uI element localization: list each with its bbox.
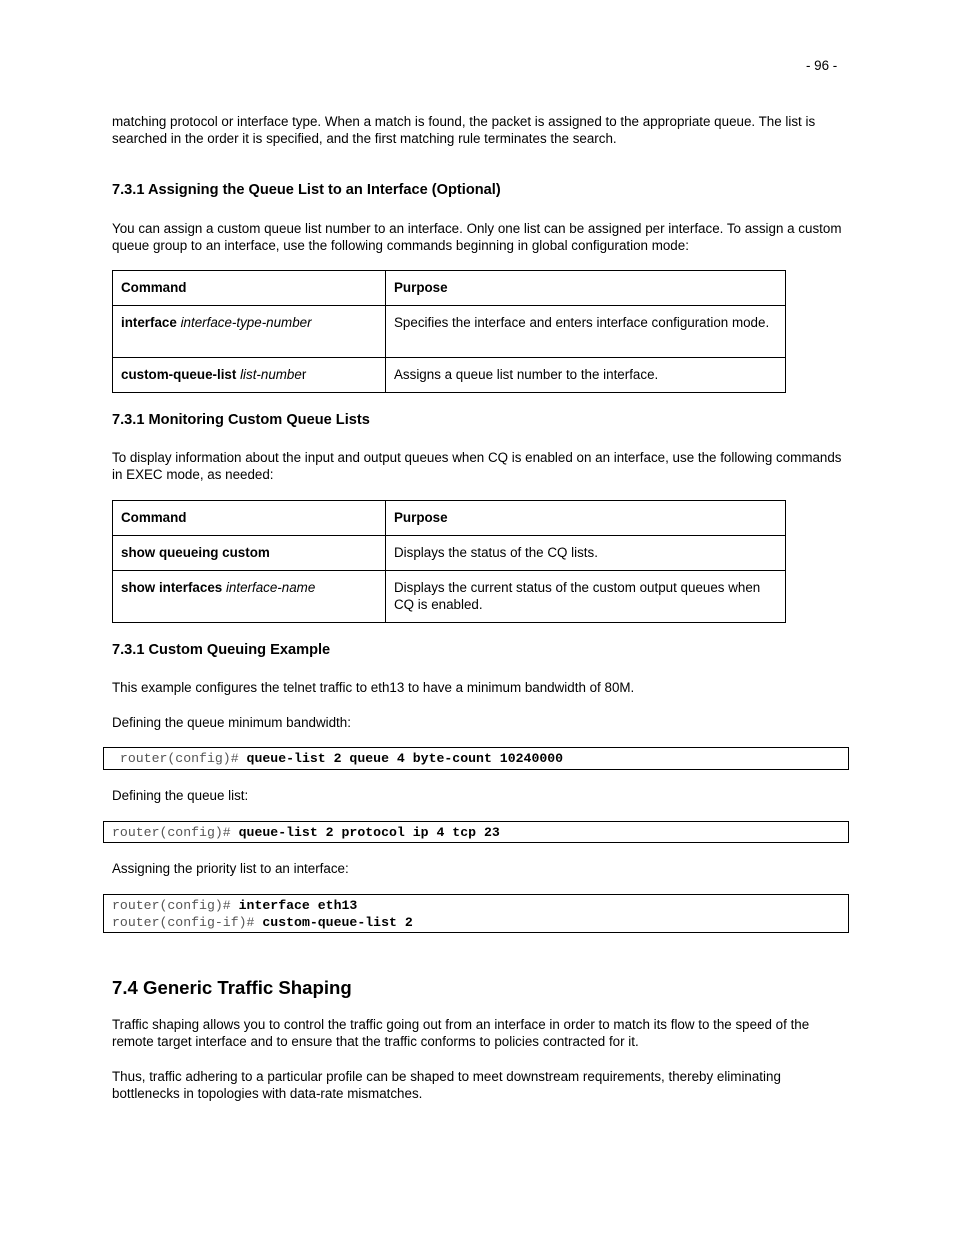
page-number: - 96 - <box>806 58 838 73</box>
code-block-min-bandwidth <box>103 747 849 770</box>
cli-command: queue-list 2 queue 4 byte-count 10240000 <box>246 751 564 766</box>
command-argument: interface-type-number <box>180 315 312 330</box>
cli-prompt: router(config)# <box>112 751 247 766</box>
command-argument: list-numbe <box>240 367 302 382</box>
purpose-cell: Displays the current status of the custom output queues when CQ is enabled. <box>386 571 786 623</box>
heading-generic-traffic-shaping: 7.4 Generic Traffic Shaping <box>112 977 352 998</box>
table-header-command: Command <box>113 271 386 306</box>
cli-prompt: router(config)# <box>112 825 239 840</box>
assign-command-table <box>112 270 786 393</box>
code-line <box>112 750 848 767</box>
purpose-cell: Assigns a queue list number to the interface. <box>386 358 786 393</box>
cli-command: interface eth13 <box>238 898 358 913</box>
code-line <box>112 897 848 914</box>
command-cell <box>113 306 386 358</box>
min-bandwidth-label: Defining the queue minimum bandwidth: <box>112 715 351 730</box>
code-line <box>112 914 848 931</box>
heading-custom-queuing-example: 7.3.1 Custom Queuing Example <box>112 642 331 658</box>
purpose-cell: Displays the status of the CQ lists. <box>386 536 786 571</box>
traffic-profile-paragraph: Thus, traffic adhering to a particular profile can be shaped to meet downstream requirements, thereby eliminating bottlenecks in topologies with data-rate mismatches. <box>112 1069 781 1101</box>
command-cell <box>113 571 386 623</box>
command-cell <box>113 358 386 393</box>
table-row <box>113 358 786 393</box>
command-keyword: show queueing custom <box>121 545 270 560</box>
purpose-cell: Specifies the interface and enters interface configuration mode. <box>386 306 786 358</box>
code-line <box>112 824 848 841</box>
queue-list-label: Defining the queue list: <box>112 788 249 803</box>
command-keyword: show interfaces <box>121 580 223 595</box>
code-block-queue-list <box>103 821 849 843</box>
code-block-interface <box>103 894 849 933</box>
table-header-purpose: Purpose <box>386 501 786 536</box>
command-cell <box>113 536 386 571</box>
traffic-shaping-paragraph: Traffic shaping allows you to control the traffic going out from an interface in order to match its flow to the speed of the remote target interface and to ensure that the traffic conforms to policies contracted for it. <box>112 1017 810 1049</box>
table-header-purpose: Purpose <box>386 271 786 306</box>
assign-paragraph: You can assign a custom queue list number to an interface. Only one list can be assigned per interface. To assign a custom queue group to an interface, use the following commands beginning in global configuration mode: <box>112 221 842 253</box>
monitoring-paragraph: To display information about the input and output queues when CQ is enabled on an interface, use the following commands in EXEC mode, as needed: <box>112 450 842 482</box>
command-keyword: interface <box>121 315 177 330</box>
cli-command: queue-list 2 protocol ip 4 tcp 23 <box>238 825 500 840</box>
table-header-command: Command <box>113 501 386 536</box>
table-row <box>113 571 786 623</box>
command-keyword: custom-queue-list <box>121 367 237 382</box>
command-argument-tail: r <box>301 367 307 382</box>
table-row <box>113 536 786 571</box>
heading-assign-queue-list: 7.3.1 Assigning the Queue List to an Interface (Optional) <box>112 182 501 198</box>
cli-command: custom-queue-list 2 <box>262 915 413 930</box>
heading-monitoring: 7.3.1 Monitoring Custom Queue Lists <box>112 412 370 428</box>
intro-paragraph: matching protocol or interface type. When a match is found, the packet is assigned to the appropriate queue. The list is searched in the order it is specified, and the first matching rule terminates the search. <box>112 114 816 146</box>
priority-list-label: Assigning the priority list to an interface: <box>112 861 349 876</box>
cli-prompt: router(config-if)# <box>112 915 263 930</box>
example-paragraph: This example configures the telnet traffic to eth13 to have a minimum bandwidth of 80M. <box>112 680 635 695</box>
command-argument: interface-name <box>225 580 316 595</box>
table-row <box>113 306 786 358</box>
cli-prompt: router(config)# <box>112 898 239 913</box>
monitor-command-table <box>112 500 786 623</box>
